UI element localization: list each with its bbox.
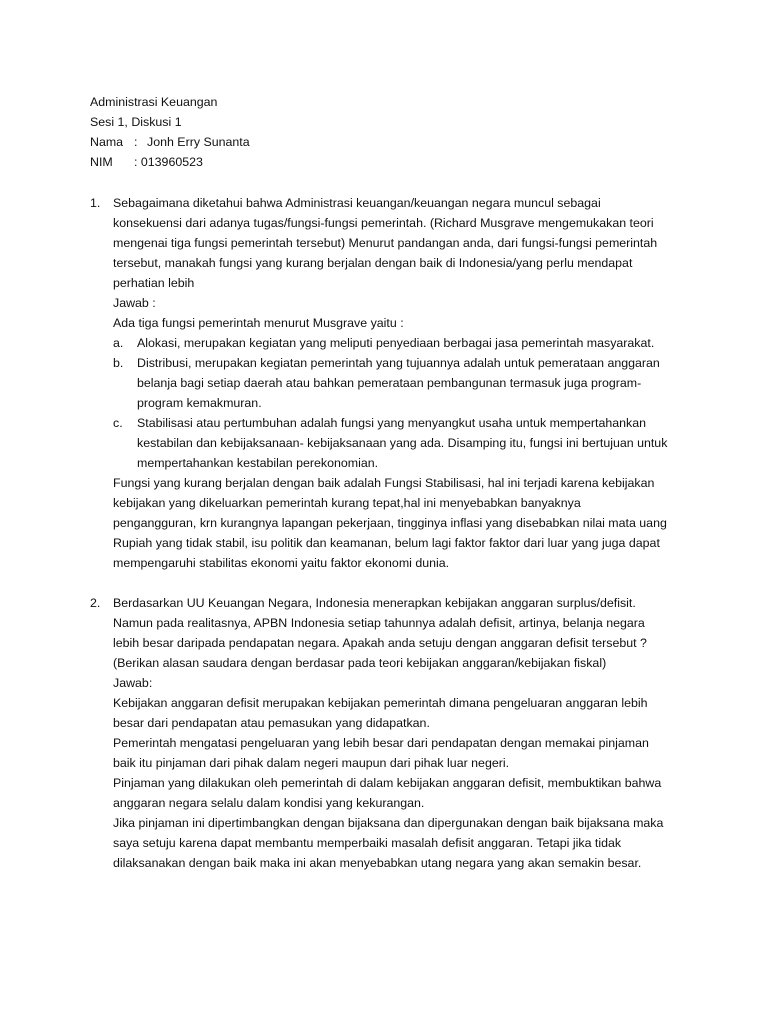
question-1-line: perhatian lebih: [113, 276, 195, 290]
question-1-line: mengenai tiga fungsi pemerintah tersebut) Menurut pandangan anda, dari fungsi-fungsi pemerintah: [113, 236, 658, 250]
list-item-c: mempertahankan kestabilan perekonomian.: [137, 456, 379, 470]
list-item-b: program kemakmuran.: [137, 396, 262, 410]
list-marker-c: c.: [113, 416, 123, 430]
question-2-line: Berdasarkan UU Keuangan Negara, Indonesia menerapkan kebijakan anggaran surplus/defisit.: [113, 596, 636, 610]
answer-2-label: Jawab:: [113, 676, 153, 690]
answer-2-line: Pinjaman yang dilakukan oleh pemerintah di dalam kebijakan anggaran defisit, membuktikan bahwa: [113, 776, 662, 790]
name-label: Nama: [90, 135, 124, 149]
answer-2-line: dilaksanakan dengan baik maka ini akan menyebabkan utang negara yang akan semakin besar.: [113, 856, 642, 870]
name-value: Jonh Erry Sunanta: [147, 135, 250, 149]
question-1-line: Sebagaimana diketahui bahwa Administrasi keuangan/keuangan negara muncul sebagai: [113, 196, 601, 210]
nim-label: NIM: [90, 155, 113, 169]
answer-2-line: Jika pinjaman ini dipertimbangkan dengan bijaksana dan dipergunakan dengan baik bijaksana maka: [113, 816, 664, 830]
question-2-line: Namun pada realitasnya, APBN Indonesia setiap tahunnya adalah defisit, artinya, belanja negara: [113, 616, 645, 630]
list-item-b: Distribusi, merupakan kegiatan pemerintah yang tujuannya adalah untuk pemerataan anggaran: [137, 356, 660, 370]
nim-value: : 013960523: [134, 155, 203, 169]
list-marker-b: b.: [113, 356, 124, 370]
answer-1-conclusion: kebijakan yang dikeluarkan pemerintah kurang tepat,hal ini menyebabkan banyaknya: [113, 496, 581, 510]
question-2-line: (Berikan alasan saudara dengan berdasar pada teori kebijakan anggaran/kebijakan fiskal): [113, 656, 607, 670]
answer-2-line: besar dari pendapatan atau pemasukan yang didapatkan.: [113, 716, 430, 730]
answer-2-line: baik itu pinjaman dari pihak dalam negeri maupun dari pihak luar negeri.: [113, 756, 510, 770]
answer-2-line: saya setuju karena dapat membantu memperbaiki masalah defisit anggaran. Tetapi jika tidak: [113, 836, 622, 850]
question-1-line: tersebut, manakah fungsi yang kurang berjalan dengan baik di Indonesia/yang perlu mendapat: [113, 256, 633, 270]
answer-1-label: Jawab :: [113, 296, 156, 310]
answer-2-line: Kebijakan anggaran defisit merupakan kebijakan pemerintah dimana pengeluaran anggaran lebih: [113, 696, 648, 710]
answer-1-conclusion: mempengaruhi stabilitas ekonomi yaitu faktor ekonomi dunia.: [113, 556, 450, 570]
answer-1-conclusion: Fungsi yang kurang berjalan dengan baik adalah Fungsi Stabilisasi, hal ini terjadi karena kebijakan: [113, 476, 655, 490]
answer-2-line: Pemerintah mengatasi pengeluaran yang lebih besar dari pendapatan dengan memakai pinjaman: [113, 736, 649, 750]
list-item-c: kestabilan dan kebijaksanaan- kebijaksanaan yang ada. Disamping itu, fungsi ini bertujuan untuk: [137, 436, 668, 450]
question-1-number: 1.: [90, 196, 101, 210]
list-item-b: belanja bagi setiap daerah atau bahkan pemerataan pembangunan termasuk juga program-: [137, 376, 642, 390]
answer-1-conclusion: pengangguran, krn kurangnya lapangan pekerjaan, tingginya inflasi yang disebabkan nilai mata uang: [113, 516, 667, 530]
answer-1-conclusion: Rupiah yang tidak stabil, isu politik dan keamanan, belum lagi faktor faktor dari luar yang juga dapat: [113, 536, 660, 550]
list-item-c: Stabilisasi atau pertumbuhan adalah fungsi yang menyangkut usaha untuk mempertahankan: [137, 416, 647, 430]
list-marker-a: a.: [113, 336, 124, 350]
question-2-line: lebih besar daripada pendapatan negara. Apakah anda setuju dengan anggaran defisit tersebut ?: [113, 636, 647, 650]
name-separator: :: [134, 135, 138, 149]
course-title: Administrasi Keuangan: [90, 95, 218, 109]
list-item-a: Alokasi, merupakan kegiatan yang meliputi penyediaan berbagai jasa pemerintah masyarakat.: [137, 336, 655, 350]
question-1-line: konsekuensi dari adanya tugas/fungsi-fungsi pemerintah. (Richard Musgrave mengemukakan teori: [113, 216, 654, 230]
session-label: Sesi 1, Diskusi 1: [90, 115, 182, 129]
answer-2-line: anggaran negara selalu dalam kondisi yang kekurangan.: [113, 796, 425, 810]
question-2-number: 2.: [90, 596, 101, 610]
answer-1-intro: Ada tiga fungsi pemerintah menurut Musgrave yaitu :: [113, 316, 404, 330]
